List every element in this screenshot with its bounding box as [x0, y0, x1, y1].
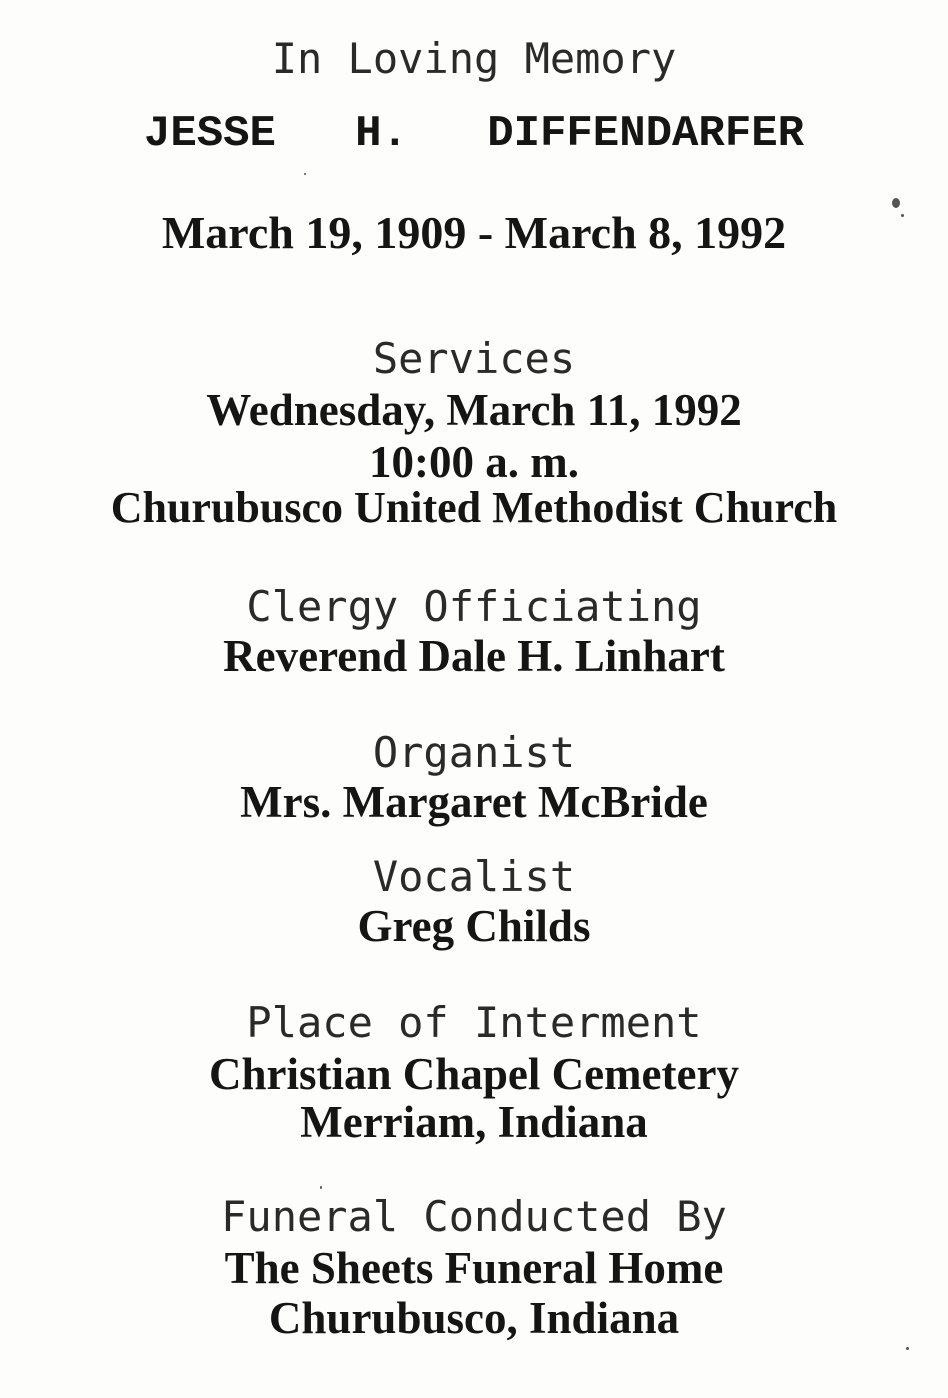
- interment-location: Merriam, Indiana: [300, 1097, 648, 1147]
- funeral-location: Churubusco, Indiana: [268, 1293, 680, 1343]
- deceased-name: JESSE H. DIFFENDARFER: [143, 109, 805, 159]
- organist-heading: Organist: [372, 728, 576, 777]
- ink-speck: [320, 1186, 322, 1189]
- clergy-heading: Clergy Officiating: [246, 582, 702, 631]
- service-date: Wednesday, March 11, 1992: [206, 385, 742, 435]
- interment-place: Christian Chapel Cemetery: [209, 1049, 739, 1099]
- vocalist-name: Greg Childs: [357, 901, 591, 951]
- ink-speck: [304, 173, 306, 175]
- interment-heading: Place of Interment: [246, 998, 702, 1047]
- vocalist-heading: Vocalist: [372, 852, 576, 901]
- ink-speck: [892, 198, 900, 208]
- memory-heading: In Loving Memory: [271, 34, 677, 83]
- service-place: Churubusco United Methodist Church: [110, 483, 838, 532]
- funeral-home: The Sheets Funeral Home: [224, 1243, 724, 1293]
- funeral-heading: Funeral Conducted By: [221, 1192, 727, 1241]
- services-heading: Services: [372, 334, 576, 383]
- organist-name: Mrs. Margaret McBride: [240, 777, 708, 827]
- life-dates: March 19, 1909 - March 8, 1992: [161, 207, 787, 258]
- clergy-name: Reverend Dale H. Linhart: [223, 631, 725, 681]
- ink-speck: [901, 214, 904, 217]
- service-time: 10:00 a. m.: [369, 437, 579, 487]
- ink-speck: [906, 1347, 909, 1350]
